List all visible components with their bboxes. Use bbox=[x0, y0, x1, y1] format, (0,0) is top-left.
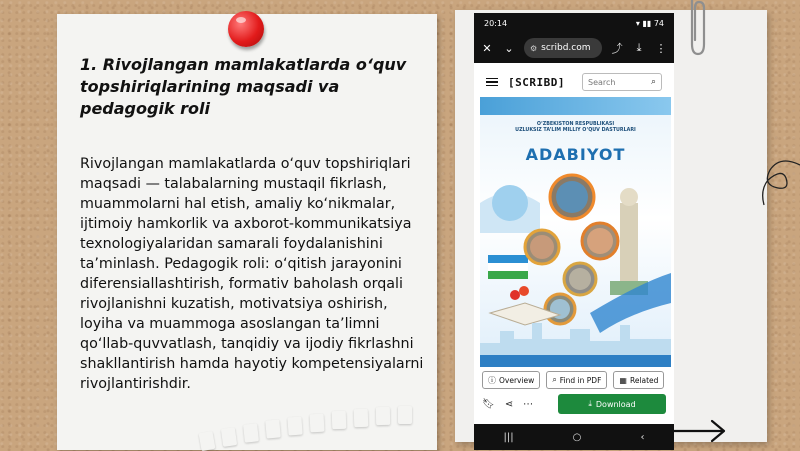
document-actions bbox=[482, 371, 664, 389]
url-text: scribd.com bbox=[541, 43, 591, 53]
document-cover[interactable] bbox=[480, 97, 671, 367]
slide-body: Rivojlangan mamlakatlarda o‘quv topshiriqlari maqsadi — talabalarning mustaqil fikrlash, muammolarni hal etish, amaliy ko‘nikmalar, ijtimoiy hamkorlik va axborot-kommunikatsiya texnologiyalaridan samarali foydalanishini ta’minlash. Pedagogik roli: o‘qitish jarayonini diferensiallashtirish, formativ baholash orqali rivojlanishni kuzatish, motivatsiya oshirish, loyiha va muammoga asoslangan ta’limni qo‘llab-quvvatlash, tanqidiy va ijodiy fikrlashni shakllantirish hamda hayotiy kompetensiyalarni rivojlantirishdir. bbox=[80, 156, 424, 392]
find-in-pdf-button[interactable] bbox=[546, 371, 607, 389]
status-bar bbox=[474, 13, 674, 33]
url-bar[interactable] bbox=[524, 38, 602, 58]
squiggle-doodle-icon bbox=[760, 150, 800, 210]
download-icon[interactable]: ⤓ bbox=[636, 41, 642, 54]
search-icon[interactable]: ⌕ bbox=[650, 77, 656, 87]
paper-clip-icon bbox=[686, 0, 710, 58]
related-label: Related bbox=[629, 375, 659, 385]
search-placeholder: Search bbox=[588, 77, 616, 87]
document-toolbar bbox=[482, 394, 666, 414]
bookmark-icon[interactable]: 🔖︎ bbox=[482, 398, 495, 410]
download-icon: ⤓ bbox=[588, 399, 592, 408]
download-button[interactable] bbox=[558, 394, 666, 414]
overview-label: Overview bbox=[499, 375, 535, 385]
more-horizontal-icon[interactable]: ⋯ bbox=[523, 398, 534, 410]
search-icon: ⌕ bbox=[552, 375, 557, 384]
more-vertical-icon[interactable]: ⋮ bbox=[655, 41, 667, 55]
grid-icon: ▦ bbox=[619, 375, 627, 385]
info-icon: ⓘ bbox=[488, 375, 496, 385]
phone-screenshot bbox=[474, 13, 674, 450]
home-icon[interactable]: ○ bbox=[572, 431, 582, 443]
share-icon[interactable]: ⋖ bbox=[504, 398, 514, 410]
cover-ministry-text: O‘ZBEKISTON RESPUBLIKASI UZLUKSIZ TA’LIM MILLIY O‘QUV DASTURLARI bbox=[515, 122, 636, 133]
search-input[interactable] bbox=[582, 73, 662, 91]
overview-button[interactable] bbox=[482, 371, 540, 389]
recent-apps-icon[interactable]: ||| bbox=[503, 431, 514, 443]
scribd-logo[interactable]: [SCRIBD] bbox=[508, 75, 565, 89]
slide-title: 1. Rivojlangan mamlakatlarda o‘quv topshiriqlarining maqsadi va pedagogik roli bbox=[80, 55, 407, 118]
download-label: Download bbox=[595, 399, 636, 409]
share-icon[interactable]: ⤴ bbox=[611, 42, 623, 55]
browser-toolbar bbox=[474, 33, 674, 63]
site-settings-icon[interactable]: ⚙ bbox=[530, 43, 538, 53]
scribd-header bbox=[474, 69, 674, 95]
close-icon[interactable]: ✕ bbox=[482, 41, 492, 55]
chevron-down-icon[interactable]: ⌄ bbox=[504, 41, 514, 55]
status-icons: ▾ ▮▮ 74 bbox=[635, 18, 664, 28]
android-nav-bar bbox=[474, 424, 674, 450]
push-pin-icon bbox=[228, 11, 264, 47]
status-time: 20:14 bbox=[484, 18, 508, 28]
arrow-right-icon bbox=[672, 418, 728, 444]
cover-illustration bbox=[480, 163, 671, 367]
cover-title: ADABIYOT bbox=[525, 145, 626, 164]
battery-level: 74 bbox=[653, 18, 664, 28]
find-in-pdf-label: Find in PDF bbox=[559, 375, 602, 385]
related-button[interactable] bbox=[613, 371, 664, 389]
cover-top-band bbox=[480, 97, 671, 115]
torn-paper-tabs bbox=[200, 404, 440, 450]
back-icon[interactable]: ‹ bbox=[640, 431, 645, 443]
hamburger-menu-icon[interactable] bbox=[486, 78, 498, 87]
